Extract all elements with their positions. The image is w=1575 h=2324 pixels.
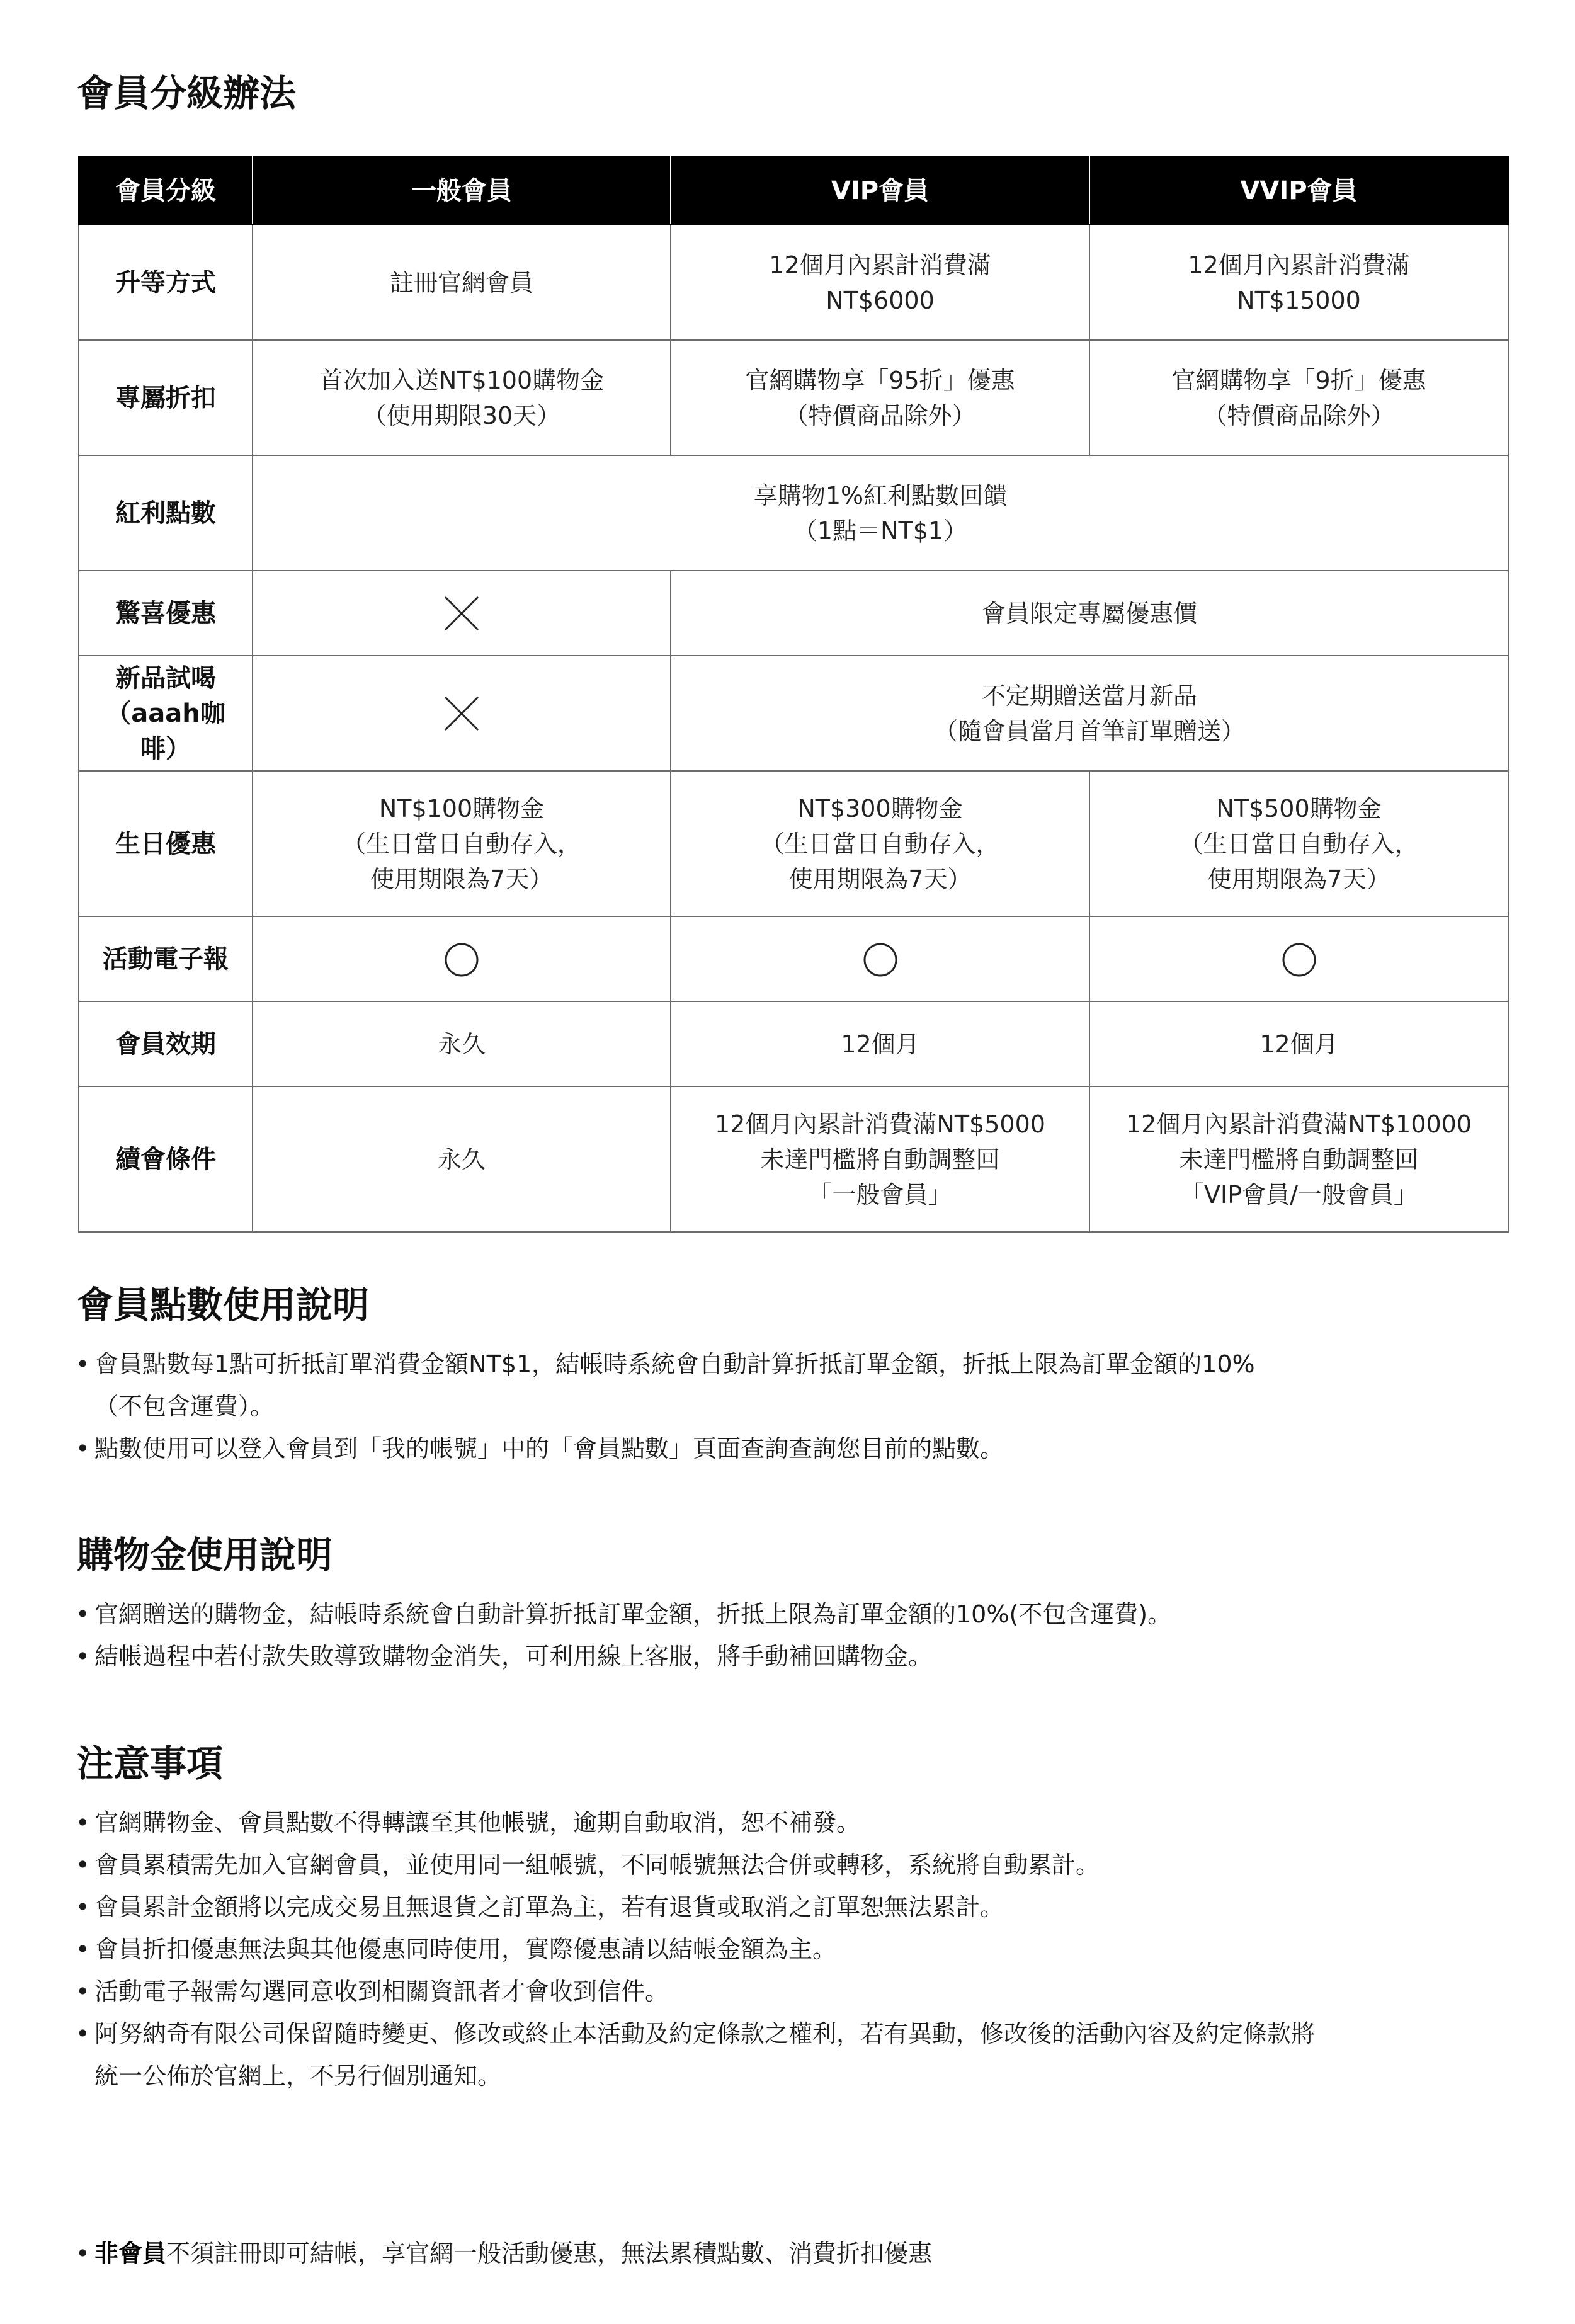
list-item-line: • 阿努納奇有限公司保留隨時變更、修改或終止本活動及約定條款之權利，若有異動，修改後的活動內容及約定條款將: [94, 2020, 1316, 2048]
cell-line: 官網購物享「9折」優惠: [1171, 366, 1426, 394]
points-notes-list: [74, 1343, 1510, 1470]
list-item-line: • 會員累計金額將以完成交易且無退貨之訂單為主，若有退貨或取消之訂單恕無法累計。: [94, 1893, 1004, 1921]
cell-birthday-vvip: [1089, 771, 1508, 916]
cell-discount-vvip: [1089, 340, 1508, 455]
cell-line: NT$300購物金: [797, 794, 963, 823]
list-item-line: （不包含運費）。: [94, 1393, 275, 1420]
list-item: [74, 1886, 1510, 1928]
list-item: • 結帳過程中若付款失敗導致購物金消失，可利用線上客服，將手動補回購物金。: [74, 1636, 1510, 1678]
cell-line: （特價商品除外）: [1203, 401, 1395, 430]
circle-icon: [863, 942, 898, 977]
cell-renewal-vvip: [1089, 1086, 1508, 1232]
list-item: [74, 1844, 1510, 1886]
cell-line: 新品試喝: [115, 663, 216, 693]
cell-line: 「一般會員」: [808, 1180, 952, 1209]
header-general-member: 一般會員: [253, 157, 671, 225]
credit-notes-list: [74, 1593, 1510, 1678]
cell-line: 使用期限為7天）: [370, 865, 554, 893]
cell-line: 「VIP會員/一般會員」: [1180, 1180, 1418, 1209]
cell-line: （生日當日自動存入，: [1179, 829, 1419, 858]
row-label-discount: 專屬折扣: [79, 340, 253, 455]
row-validity: [79, 1001, 1508, 1086]
cell-newsletter-vvip: [1089, 916, 1508, 1001]
cell-line: NT$15000: [1237, 286, 1361, 314]
row-label-renewal: 續會條件: [79, 1086, 253, 1232]
list-item: [74, 1928, 1510, 1971]
circle-icon: [1282, 942, 1317, 977]
row-label-surprise: 驚喜優惠: [79, 571, 253, 656]
row-newsletter: [79, 916, 1508, 1001]
cross-icon: [443, 695, 480, 732]
cell-newsletter-vip: [671, 916, 1089, 1001]
list-item: [74, 1343, 1510, 1428]
list-item-line: • 會員點數每1點可折抵訂單消費金額NT$1，結帳時系統會自動計算折抵訂單金額，折抵上限為訂單金額的10%: [94, 1350, 1255, 1378]
cell-surprise-general: [253, 571, 671, 656]
cell-line: （使用期限30天）: [362, 401, 561, 430]
list-item: [74, 1802, 1510, 1844]
cell-line: 未達門檻將自動調整回: [760, 1145, 1000, 1173]
cell-line: 官網購物享「95折」優惠: [745, 366, 1015, 394]
cell-newsletter-general: [253, 916, 671, 1001]
cell-upgrade-vvip: [1089, 225, 1508, 340]
cell-line: （隨會員當月首筆訂單贈送）: [933, 717, 1245, 745]
tier-section-title: 會員分級辦法: [77, 72, 297, 115]
cell-upgrade-vip: [671, 225, 1089, 340]
cell-surprise-vip-vvip: 會員限定專屬優惠價: [671, 571, 1508, 656]
list-item-line: 統一公佈於官網上，不另行個別通知。: [94, 2062, 502, 2090]
row-label-birthday: 生日優惠: [79, 771, 253, 916]
cell-validity-general: 永久: [253, 1001, 671, 1086]
list-item: • 官網贈送的購物金，結帳時系統會自動計算折抵訂單金額，折抵上限為訂單金額的10%(不包含運費)。: [74, 1593, 1510, 1636]
cell-birthday-general: [253, 771, 671, 916]
cell-line: 12個月內累計消費滿NT$10000: [1125, 1110, 1472, 1138]
cell-line: NT$6000: [826, 286, 935, 314]
cell-validity-vip: 12個月: [671, 1001, 1089, 1086]
cell-line: （生日當日自動存入，: [341, 829, 581, 858]
cell-points-all: [253, 455, 1508, 571]
cross-icon: [443, 595, 480, 632]
cell-birthday-vip: [671, 771, 1089, 916]
row-discount: [79, 340, 1508, 455]
cell-renewal-general: 永久: [253, 1086, 671, 1232]
list-item: [74, 1428, 1510, 1470]
cell-line: 使用期限為7天）: [1207, 865, 1390, 893]
table-header-row: [79, 157, 1508, 225]
list-item-line: • 點數使用可以登入會員到「我的帳號」中的「會員點數」頁面查詢查詢您目前的點數。: [94, 1435, 1004, 1462]
list-item: [74, 2013, 1510, 2097]
row-trial: [79, 656, 1508, 771]
header-tier: 會員分級: [79, 157, 253, 225]
cell-line: 12個月內累計消費滿: [1188, 251, 1410, 279]
cell-line: 12個月內累計消費滿: [769, 251, 991, 279]
membership-tier-table: [78, 156, 1509, 1233]
row-label-newsletter: 活動電子報: [79, 916, 253, 1001]
row-birthday: [79, 771, 1508, 916]
row-upgrade: [79, 225, 1508, 340]
points-section-title: 會員點數使用說明: [77, 1284, 370, 1326]
cell-discount-general: [253, 340, 671, 455]
cell-trial-general: [253, 656, 671, 771]
list-item-line: • 活動電子報需勾選同意收到相關資訊者才會收到信件。: [94, 1978, 669, 2005]
cell-line: 12個月內累計消費滿NT$5000: [715, 1110, 1045, 1138]
list-item-line: • 會員累積需先加入官網會員，並使用同一組帳號，不同帳號無法合併或轉移，系統將自動累計。: [94, 1851, 1100, 1879]
row-label-points: 紅利點數: [79, 455, 253, 571]
non-member-label: 非會員: [94, 2240, 167, 2267]
list-item-line: • 官網購物金、會員點數不得轉讓至其他帳號，逾期自動取消，恕不補發。: [94, 1809, 861, 1837]
notice-list: [74, 1802, 1510, 2097]
row-points: [79, 455, 1508, 571]
cell-upgrade-general: 註冊官網會員: [253, 225, 671, 340]
row-surprise: [79, 571, 1508, 656]
cell-line: 首次加入送NT$100購物金: [319, 366, 605, 394]
header-vvip-member: VVIP會員: [1089, 157, 1508, 225]
cell-renewal-vip: [671, 1086, 1089, 1232]
non-member-text: 不須註冊即可結帳，享官網一般活動優惠，無法累積點數、消費折扣優惠: [166, 2240, 933, 2267]
cell-discount-vip: [671, 340, 1089, 455]
row-label-upgrade: 升等方式: [79, 225, 253, 340]
cell-line: 未達門檻將自動調整回: [1179, 1145, 1419, 1173]
cell-line: （生日當日自動存入，: [760, 829, 1000, 858]
cell-line: 不定期贈送當月新品: [981, 681, 1197, 710]
cell-trial-vip-vvip: [671, 656, 1508, 771]
cell-line: （1點＝NT$1）: [793, 516, 968, 545]
non-member-note: [74, 2235, 932, 2272]
cell-line: NT$100購物金: [378, 794, 545, 823]
list-item-line: • 會員折扣優惠無法與其他優惠同時使用，實際優惠請以結帳金額為主。: [94, 1935, 837, 1963]
row-label-trial: [79, 656, 253, 771]
list-item: [74, 1971, 1510, 2013]
cell-line: （特價商品除外）: [784, 401, 976, 430]
notice-section-title: 注意事項: [77, 1742, 224, 1785]
cell-validity-vvip: 12個月: [1089, 1001, 1508, 1086]
cell-line: NT$500購物金: [1216, 794, 1382, 823]
row-renewal: [79, 1086, 1508, 1232]
circle-icon: [444, 942, 479, 977]
header-vip-member: VIP會員: [671, 157, 1089, 225]
cell-line: （aaah咖啡）: [106, 698, 225, 763]
row-label-validity: 會員效期: [79, 1001, 253, 1086]
cell-line: 享購物1%紅利點數回饋: [753, 481, 1008, 510]
credit-section-title: 購物金使用說明: [77, 1534, 333, 1576]
cell-line: 使用期限為7天）: [788, 865, 972, 893]
